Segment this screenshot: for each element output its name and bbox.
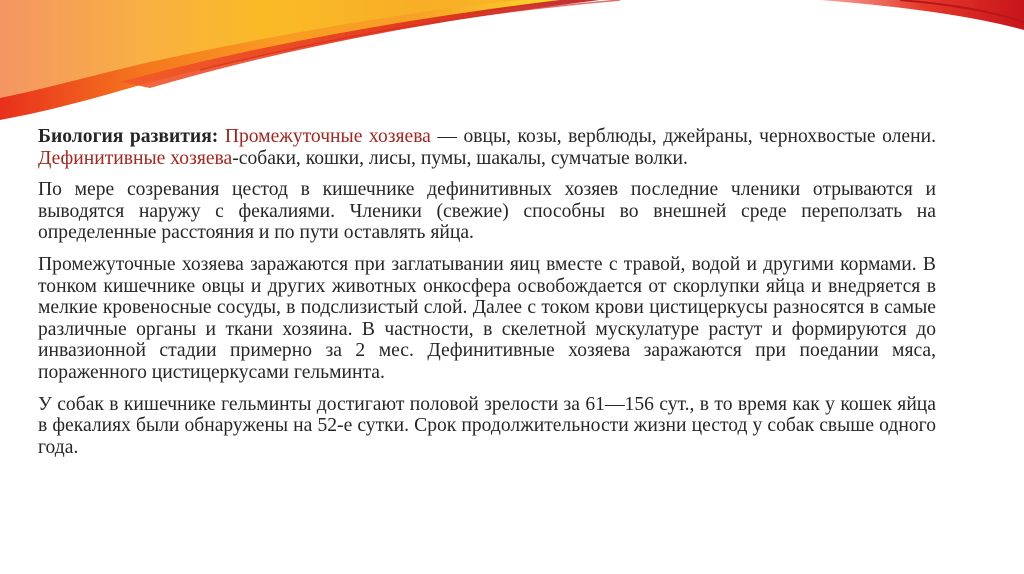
paragraph-infection: Промежуточные хозяева заражаются при заглатывании яиц вместе с травой, водой и другими кормами. В тонком кишечнике овцы и других животных онкосфера освобождается от скорлупки яйца и внедряется в мелкие кровеносные сосуды, в подслизистый слой. Далее с током крови цистицеркусы разносятся в самые различные органы и ткани хозяина. В частности, в скелетной мускулатуре растут и формируются до инвазионной стадии примерно за 2 мес. Дефинитивные хозяева заражаются при поедании мяса, пораженного цистицеркусами гельминта. [38,253,936,383]
paragraph-lifespan: У собак в кишечнике гельминты достигают половой зрелости за 61—156 сут., в то время как у кошек яйца в фекалиях были обнаружены на 52-е сутки. Срок продолжительности жизни цестод у собак свыше одного года. [38,393,936,458]
swoosh-right-streak [820,0,1024,30]
intermediate-hosts-list: — овцы, козы, верблюды, джейраны, чернохвостые олени. [430,126,936,147]
development-heading: Биология развития: [38,126,219,147]
definitive-hosts-term: Дефинитивные хозяева [38,147,233,169]
definitive-hosts-list: -собаки, кошки, лисы, пумы, шакалы, сумчатые волки. [232,147,688,169]
decorative-swoosh-banner [0,0,1024,130]
intermediate-hosts-term: Промежуточные хозяева [224,126,431,147]
paragraph-maturation: По мере созревания цестод в кишечнике дефинитивных хозяев последние членики отрываются и выводятся наружу с фекалиями. Членики (свежие) способны во внешней среде переползать на определенные расстояния и по пути оставлять яйца. [38,179,936,244]
paragraph-development [38,126,936,169]
slide-body [38,126,936,468]
